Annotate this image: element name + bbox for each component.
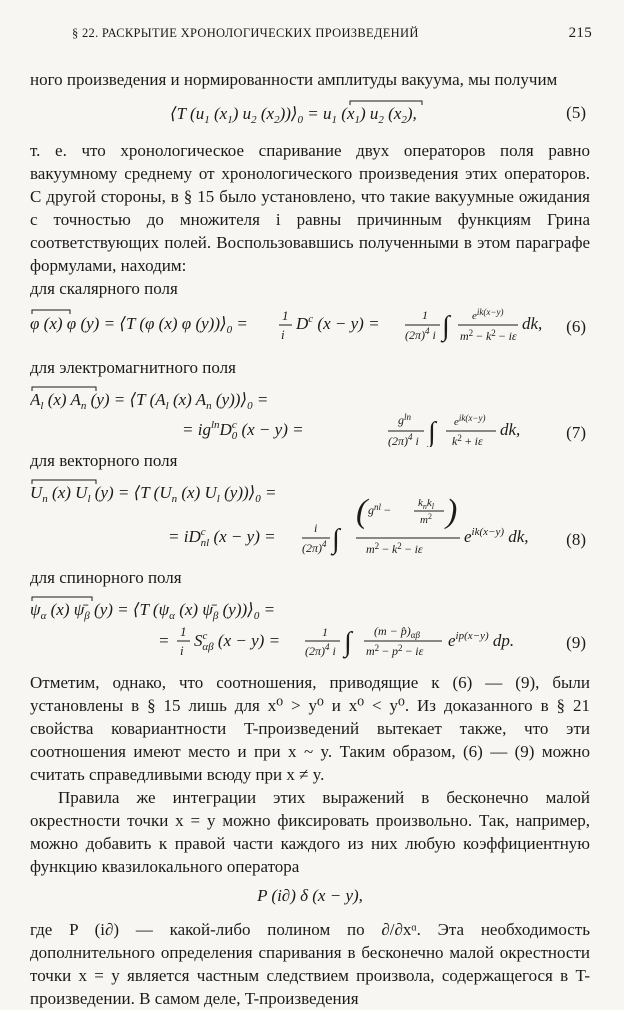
equation-number-9: (9) <box>566 633 586 652</box>
paragraph-necessity: где P (i∂) — какой-либо полином по ∂/∂xᵅ. Эта необходимость дополнительного определения спаривания в бесконечно малой окрестности точки x = y является частным следствием произвола, содержащегося в T-произведении. В самом деле, T-произведения <box>30 920 590 1008</box>
svg-text:m2 − k2 − iε: $m^2 - k^2 - i\varepsilon$ <box>366 541 423 556</box>
paragraph-integration-rules: Правила же интеграции этих выражений в бесконечно малой окрестности точки x = y можно фиксировать произвольно. Так, например, можно добавить к правой части каждого из них любую коэффициентную функцию квазилокального оператора <box>30 788 590 876</box>
svg-text:gnl −: $g^{nl}$ − <box>368 502 391 517</box>
svg-text:∫: ∫ <box>428 417 436 447</box>
svg-text:eip(x−y) dp.: $e^{ip(x-y)}$ dp. <box>448 630 515 650</box>
svg-text:=: = <box>158 631 170 650</box>
em-field-heading: для электромагнитного поля <box>30 358 236 377</box>
formula-8 <box>30 474 590 562</box>
formula-quasilocal: P (i∂) δ (x − y), <box>257 886 363 905</box>
formula-7-svg <box>30 381 560 447</box>
svg-text:Dc (x − y) =: $D^c$ (x − y) = <box>296 313 380 333</box>
formula-9 <box>30 591 590 661</box>
svg-text:): ) <box>446 493 458 530</box>
svg-text:= iDcnl (x − y) =: = $iD^c$ nl (x − y) = <box>168 526 276 549</box>
equation-number-7: (7) <box>566 423 586 442</box>
svg-text:m2: $m^2$ <box>420 512 432 526</box>
equation-number-5: (5) <box>566 103 586 122</box>
svg-text:(2π)4 i: $(2\pi)^4$ i <box>305 642 336 658</box>
svg-text:gln: $g^{ln}$ <box>398 412 412 427</box>
formula-5 <box>30 97 590 131</box>
svg-text:(m − p̂)αβ: $(m - p̂)_{\alpha\beta}$ <box>374 624 420 640</box>
svg-text:i: i <box>281 327 285 342</box>
svg-text:eik(x−y): $e^{ik(x-y)}$ <box>472 307 504 322</box>
svg-text:i: i <box>314 521 318 535</box>
vector-field-heading: для векторного поля <box>30 451 178 470</box>
formula-6 <box>30 302 590 350</box>
formula-8-svg <box>30 474 560 562</box>
svg-text:(: ( <box>356 493 368 530</box>
paragraph-remark: Отметим, однако, что соотношения, приводящие к (6) — (9), были установлены в § 15 лишь для x⁰ > y⁰ и x⁰ < y⁰. Из доказанного в § 21 свойства ковариантности T-произведений вытекает также, что эти соотношения имеют место и при x ~ y. Таким образом, (6) — (9) можно считать справедливыми всюду при x ≠ y. <box>30 673 590 784</box>
svg-text:1: 1 <box>180 624 187 639</box>
svg-text:Un (x) Ul (y) = ⟨T (Un (x) Ul: $U_n$ (x) $U_l$ (y) = ⟨T ($U_n$ (x) $U_l$ $(y))⟩_0$ = <box>30 483 277 505</box>
svg-text:Al (x) An (y) = ⟨T (Al (x) An: $A_l$ (x) $A_n$ (y) = ⟨T ($A_l$ (x) $A_n$ $(y))⟩_0$ = <box>30 390 269 412</box>
spinor-field-heading: для спинорного поля <box>30 568 182 587</box>
formula-6-svg <box>30 302 560 350</box>
formula-9-svg <box>30 591 560 661</box>
svg-text:i: i <box>180 643 184 658</box>
page-number: 215 <box>568 25 592 41</box>
svg-text:ψα (x) ψ̄β (y) = ⟨T (ψα (x) ψ̄: $\psi_\alpha$ (x) $\psī_\beta$ (y) = ⟨T ($\psi_\alpha$ (x) $\psī_\beta$ $(y))⟩_0$ = <box>30 600 276 622</box>
svg-text:(2π)4 i: $(2\pi)^4$ i <box>388 432 419 447</box>
svg-text:m2 − p2 − iε: $m^2 - p^2 - i\varepsilon$ <box>366 643 424 658</box>
svg-text:m2 − k2 − iε: $m^2 - k^2 - i\varepsilon$ <box>460 328 517 343</box>
svg-text:knkl: $k_nk_l$ <box>418 497 435 511</box>
svg-text:Scαβ (x − y) =: $S^c$ αβ (x − y) = <box>194 630 281 653</box>
svg-text:(2π)4 i: $(2\pi)^4$ i <box>405 326 436 342</box>
svg-text:eik(x−y): $e^{ik(x-y)}$ <box>454 413 486 428</box>
paragraph-2: т. е. что хронологическое спаривание двух операторов поля равно вакуумному среднему от хронологического произведения этих операторов. С другой стороны, в § 15 было установлено, что такие вакуумные ожидания с точностью до множителя i равны причинным функциям Грина соответствующих полей. Воспользовавшись полученными в этом параграфе формулами, находим: <box>30 141 590 275</box>
svg-text:∫: ∫ <box>332 524 340 555</box>
svg-text:⟨T (u1 (x1) u2 (x2))⟩0 = u1 (x: ⟨T ($u_1$ $(x_1)$ $u_2$ $(x_2))⟩_0 = u_1$ $(x_1)$ $u_2$ $(x_2)$, <box>170 104 417 126</box>
svg-text:φ (x) φ (y) = ⟨T (φ (x) φ (y)): φ (x) φ (y) = ⟨T (φ (x) φ $(y))⟩_0$ = <box>30 314 248 336</box>
svg-text:∫: ∫ <box>442 311 450 342</box>
svg-text:dk,: dk, <box>500 420 521 439</box>
svg-text:1: 1 <box>282 308 289 323</box>
svg-text:k2 + iε: $k^2 + i\varepsilon$ <box>452 433 483 447</box>
svg-text:= iglnDc0 (x − y) =: = $ig^{ln}D^c$ 0 (x − y) = <box>182 419 304 442</box>
svg-text:1: 1 <box>422 308 428 322</box>
page <box>30 22 590 1010</box>
svg-text:(2π)4: $(2\pi)^4$ <box>302 539 327 555</box>
svg-text:eik(x−y) dk,: $e^{ik(x-y)}$ dk, <box>464 526 529 546</box>
scalar-field-heading: для скалярного поля <box>30 279 178 298</box>
formula-7 <box>30 381 590 447</box>
equation-number-6: (6) <box>566 317 586 336</box>
header-title: § 22. РАСКРЫТИЕ ХРОНОЛОГИЧЕСКИХ ПРОИЗВЕДЕНИЙ <box>72 26 419 40</box>
equation-number-8: (8) <box>566 530 586 549</box>
svg-text:∫: ∫ <box>344 627 352 658</box>
paragraph-1: ного произведения и нормированности амплитуды вакуума, мы получим <box>30 70 558 89</box>
running-header <box>30 22 590 48</box>
formula-5-svg <box>30 97 560 131</box>
svg-text:1: 1 <box>322 625 328 639</box>
svg-text:dk,: dk, <box>522 314 543 333</box>
